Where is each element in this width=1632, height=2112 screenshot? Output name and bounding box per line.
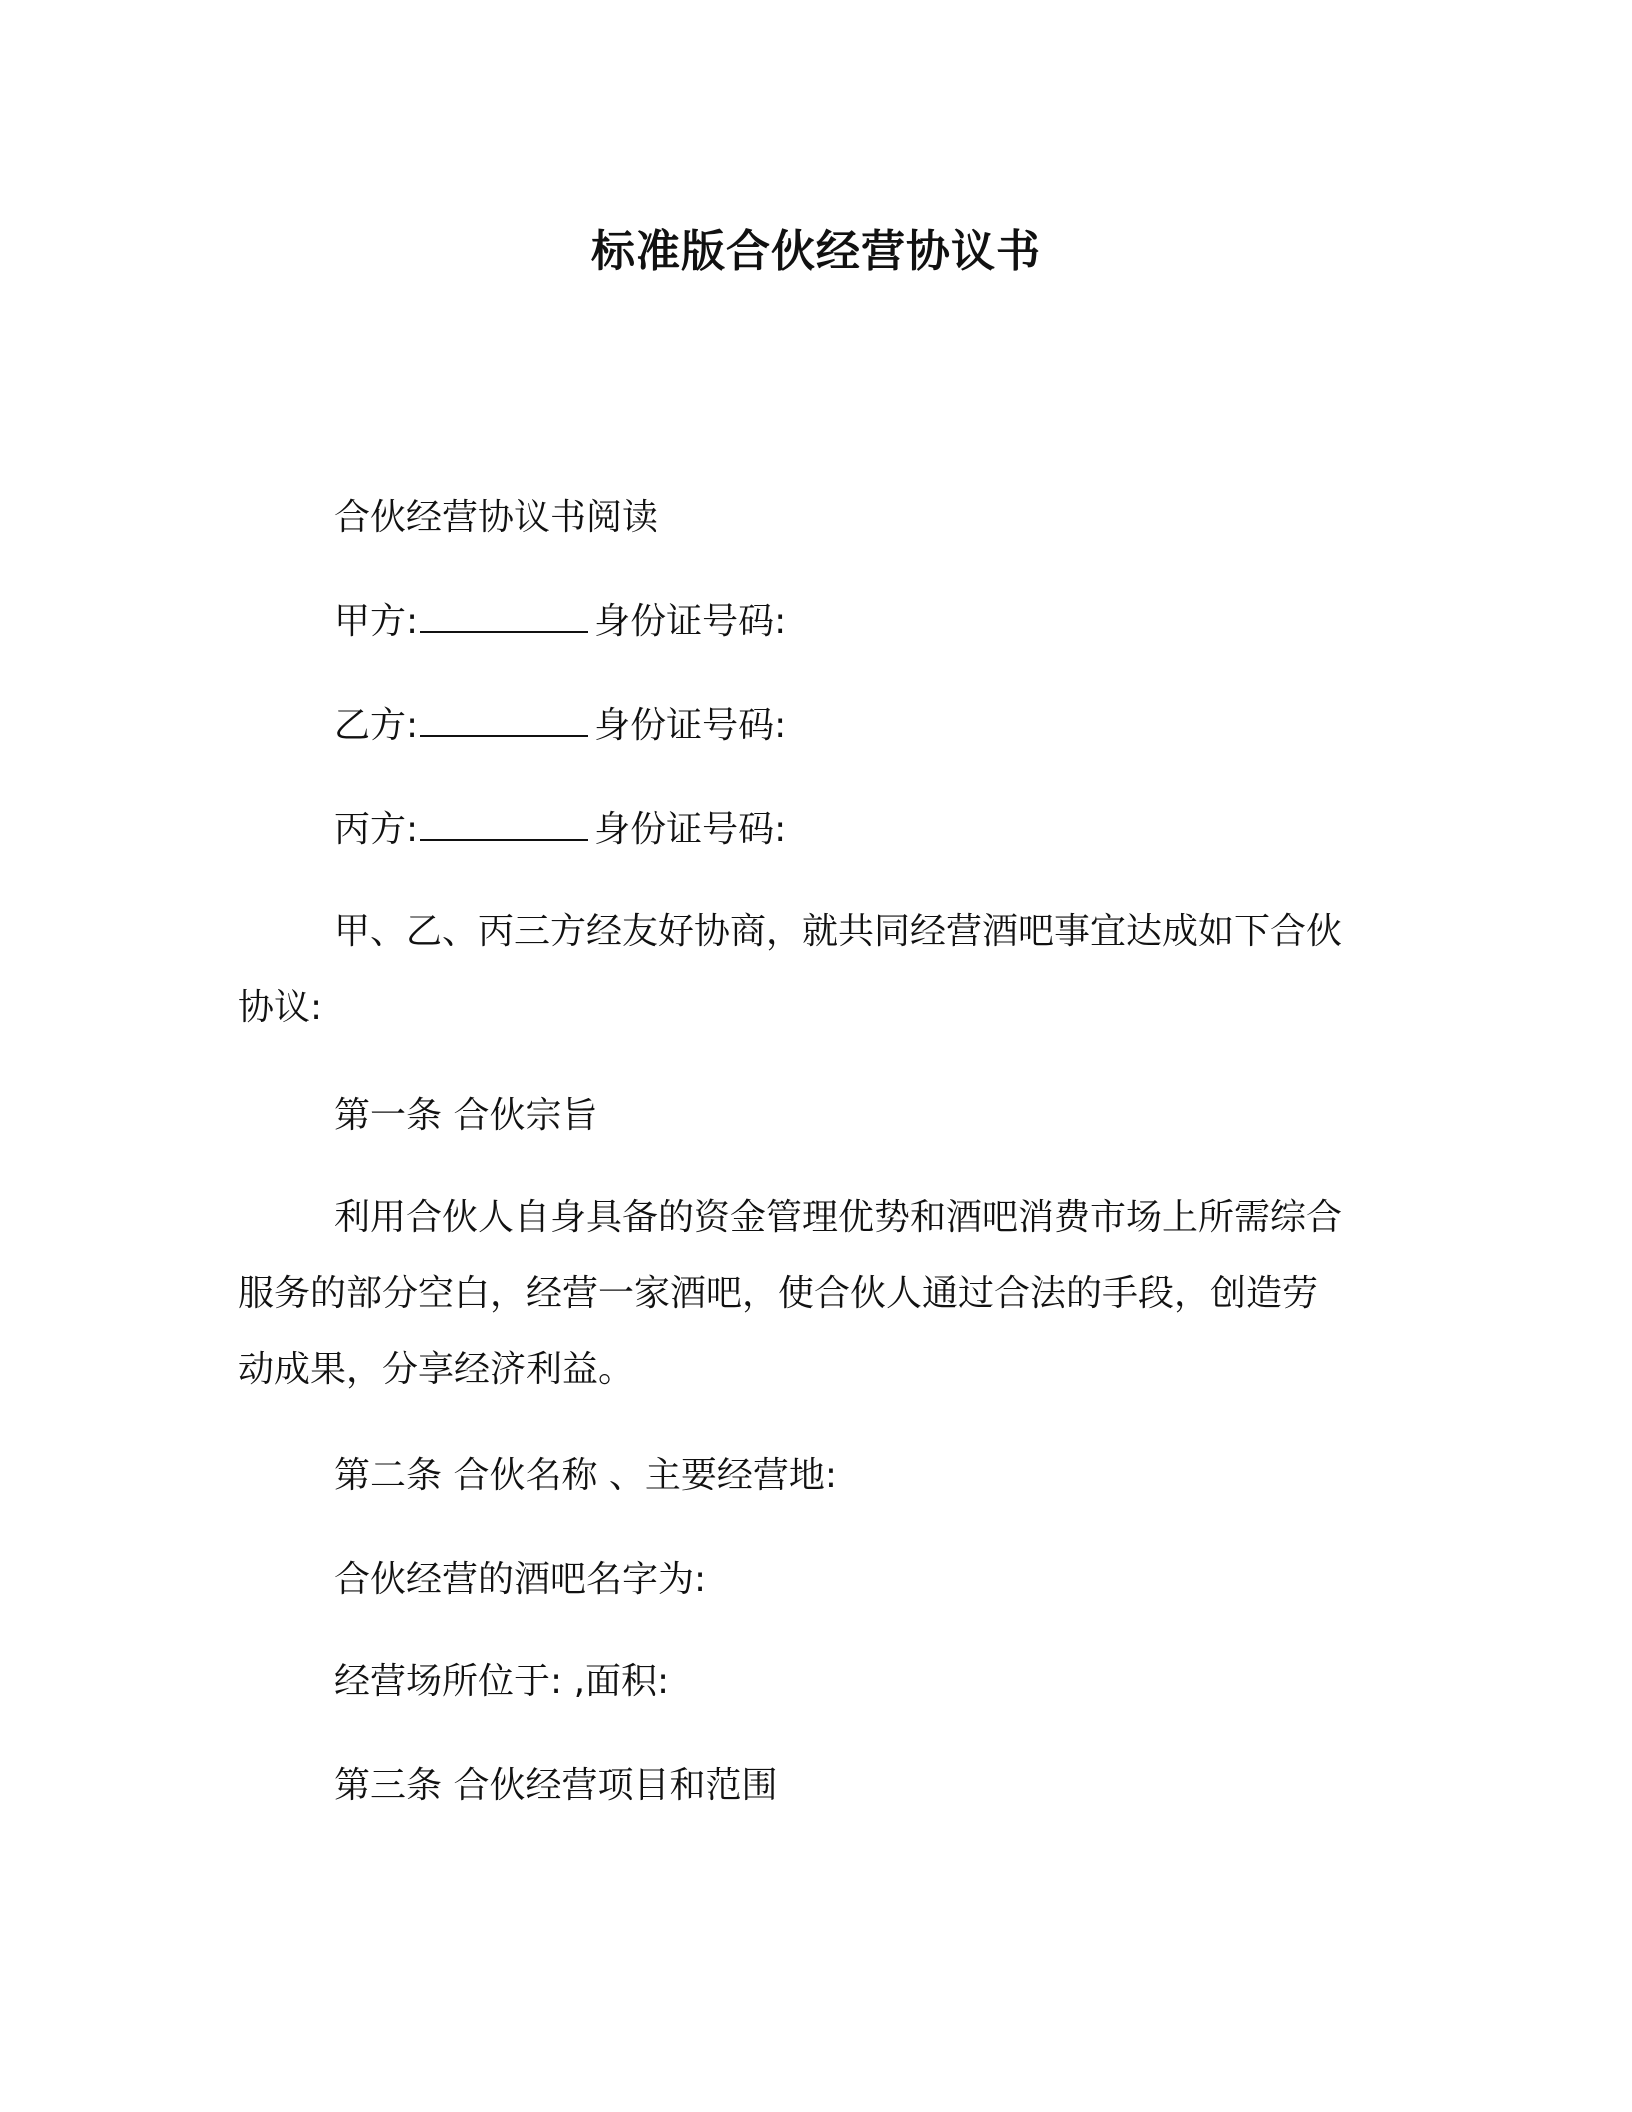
party-c-name-blank — [420, 809, 588, 841]
party-c-id-label: 身份证号码: — [594, 809, 787, 850]
party-a-line — [334, 598, 786, 646]
article1-paragraph-line-1: 利用合伙人自身具备的资金管理优势和酒吧消费市场上所需综合 — [334, 1197, 1343, 1238]
article2-bar-name: 合伙经营的酒吧名字为: — [334, 1559, 707, 1600]
party-b-line — [334, 702, 786, 750]
document-title: 标准版合伙经营协议书 — [591, 226, 1041, 277]
article1-heading: 第一条 合伙宗旨 — [334, 1095, 598, 1136]
party-c-line — [334, 806, 786, 854]
party-a-id-label: 身份证号码: — [594, 601, 787, 642]
article1-paragraph-line-3: 动成果，分享经济利益。 — [238, 1349, 635, 1390]
intro-paragraph-line-1: 甲、乙、丙三方经友好协商，就共同经营酒吧事宜达成如下合伙 — [334, 911, 1343, 952]
article1-paragraph-line-2: 服务的部分空白，经营一家酒吧，使合伙人通过合法的手段，创造劳 — [238, 1273, 1319, 1314]
article2-business-place: 经营场所位于: ,面积: — [334, 1661, 670, 1702]
intro-paragraph-line-2: 协议: — [238, 987, 323, 1028]
party-b-name-blank — [420, 705, 588, 737]
party-a-name-blank — [420, 601, 588, 633]
party-a-label: 甲方: — [334, 601, 419, 642]
party-c-label: 丙方: — [334, 809, 419, 850]
document-subtitle: 合伙经营协议书阅读 — [334, 497, 659, 538]
party-b-label: 乙方: — [334, 705, 419, 746]
article2-heading: 第二条 合伙名称 、主要经营地: — [334, 1455, 838, 1496]
party-b-id-label: 身份证号码: — [594, 705, 787, 746]
article3-heading: 第三条 合伙经营项目和范围 — [334, 1765, 778, 1806]
